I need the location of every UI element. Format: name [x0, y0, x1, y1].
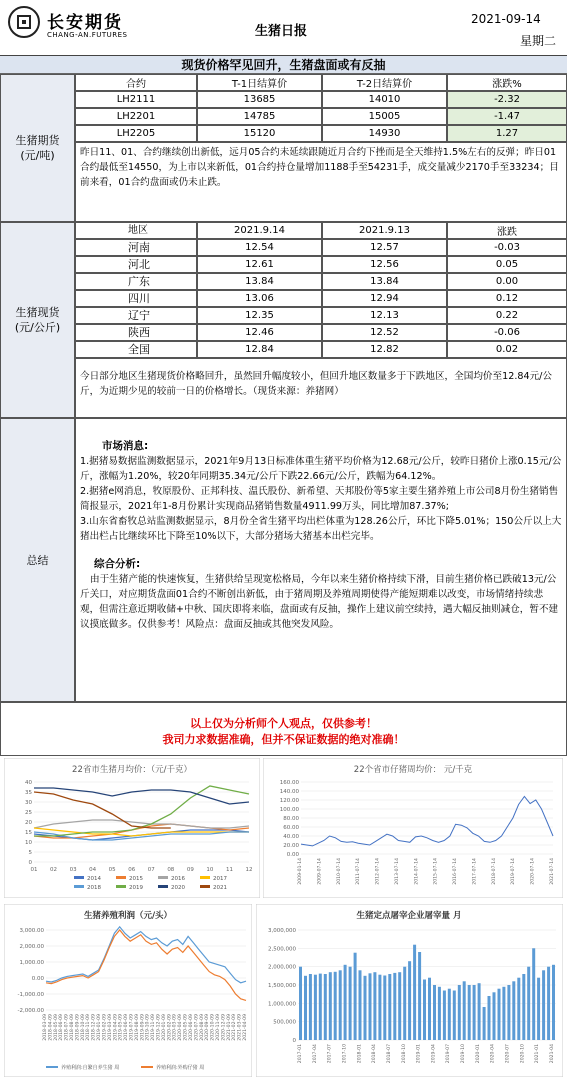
- price-cell: 15120: [197, 125, 322, 142]
- bar: [473, 985, 476, 1040]
- bar: [304, 976, 307, 1040]
- x-tick-label: 2018-01: [357, 1044, 363, 1064]
- price-cell: 12.57: [322, 239, 447, 256]
- x-tick-label: 2011-07-14: [356, 858, 362, 885]
- price-cell: 12.46: [197, 324, 322, 341]
- x-tick-label: 2019-01-09: [97, 1014, 103, 1041]
- y-tick-label: 140.00: [279, 789, 299, 795]
- bar: [453, 991, 456, 1041]
- change-cell: 0.05: [447, 256, 567, 273]
- x-tick-label: 2012-07-14: [375, 858, 381, 885]
- bar: [319, 974, 322, 1040]
- y-tick-label: 100.00: [279, 807, 299, 813]
- spot-header-cell: 2021.9.14: [197, 222, 322, 239]
- bar: [537, 978, 540, 1040]
- report-weekday: 星期二: [520, 34, 557, 48]
- x-tick-label: 2009-07-14: [317, 858, 323, 885]
- legend-swatch: [200, 876, 210, 879]
- x-tick-label: 2010-07-14: [336, 858, 342, 885]
- x-tick-label: 2019-06-09: [124, 1014, 130, 1041]
- x-tick-label: 2013-07-14: [394, 858, 400, 885]
- x-tick-label: 2020-03-09: [172, 1014, 178, 1041]
- x-tick-label: 2018-07-09: [64, 1014, 70, 1041]
- table-row: [75, 256, 567, 273]
- x-tick-label: 2019-09-09: [140, 1014, 146, 1041]
- x-tick-label: 2021-04: [550, 1044, 555, 1064]
- chart-title: 22个省市仔猪周均价： 元/千克: [353, 765, 473, 775]
- x-tick-label: 2018-12-09: [91, 1014, 97, 1041]
- region-cell: 河南: [75, 239, 197, 256]
- y-tick-label: 20.00: [283, 843, 299, 849]
- price-cell: 12.82: [322, 341, 447, 358]
- summary-body: [75, 418, 567, 702]
- x-tick-label: 2019-08-09: [134, 1014, 140, 1041]
- bar: [403, 967, 406, 1040]
- bar: [527, 967, 530, 1040]
- bar: [507, 985, 510, 1040]
- spot-header-row: [75, 222, 567, 239]
- bar: [552, 965, 555, 1040]
- change-cell: 0.02: [447, 341, 567, 358]
- y-tick-label: 20: [25, 820, 32, 826]
- bar: [393, 973, 396, 1040]
- y-tick-label: 1,500,000: [268, 983, 296, 989]
- bar: [299, 967, 302, 1040]
- y-tick-label: 160.00: [279, 780, 299, 786]
- x-tick-label: 2021-01: [535, 1044, 541, 1064]
- bar: [448, 989, 451, 1040]
- legend-label: 2016: [171, 876, 185, 882]
- price-cell: 13.84: [322, 273, 447, 290]
- legend-swatch: [116, 885, 126, 888]
- bar: [547, 967, 550, 1040]
- region-cell: 广东: [75, 273, 197, 290]
- headline: 现货价格罕见回升，生猪盘面或有反抽: [0, 56, 567, 74]
- x-tick-label: 2019-12-09: [156, 1014, 162, 1041]
- futures-header-row: [75, 74, 567, 91]
- price-cell: 14785: [197, 108, 322, 125]
- news-item: 3.山东省畜牧总站监测数据显示，8月份全省生猪平均出栏体重为128.26公斤，环比下降5.01%；150公斤以上大猪出栏占比继续环比下降至10%以下，大部分猪场大猪基本出栏完毕。: [80, 516, 562, 542]
- y-tick-label: 80.00: [283, 816, 299, 822]
- chart-frame: [263, 758, 563, 898]
- bar: [383, 976, 386, 1041]
- bar: [364, 976, 367, 1040]
- bar: [378, 975, 381, 1040]
- bar: [522, 974, 525, 1040]
- bar: [359, 970, 362, 1040]
- price-cell: 12.35: [197, 307, 322, 324]
- y-tick-label: 40.00: [283, 834, 299, 840]
- x-tick-label: 04: [89, 867, 97, 873]
- disclaimer-line: 以上仅为分析师个人观点，仅供参考！: [190, 717, 377, 730]
- bar: [354, 953, 357, 1040]
- x-tick-label: 2018-05-09: [53, 1014, 59, 1041]
- x-tick-label: 06: [128, 867, 136, 873]
- news-item: 1.据猪易数据监测数据显示，2021年9月13日标准体重生猪平均价格为12.68元/公斤，较昨日猪价上涨0.15元/公斤，涨幅为1.20%，较20年同期35.34元/公斤下跌22.66元/公斤，跌幅为64.12%。: [80, 456, 562, 482]
- company-logo-icon: [8, 6, 40, 38]
- bar: [512, 981, 515, 1040]
- bar: [408, 961, 411, 1040]
- y-tick-label: 0.00: [286, 852, 299, 858]
- price-cell: 15005: [322, 108, 447, 125]
- bar: [339, 970, 342, 1040]
- x-tick-label: 2019-10-09: [145, 1014, 151, 1041]
- x-tick-label: 2020-02-09: [167, 1014, 173, 1041]
- x-tick-label: 2018-07: [386, 1044, 392, 1064]
- table-row: [75, 108, 567, 125]
- spot-comment: 今日部分地区生猪现货价格略回升，虽然回升幅度较小，但回升地区数量多于下跌地区，全国均价至12.84元/公斤，为近期少见的较前一日的价格增长。（现货来源：养猪网）: [75, 358, 567, 418]
- x-tick-label: 08: [167, 867, 175, 873]
- x-tick-label: 2015-07-14: [433, 858, 439, 885]
- x-tick-label: 2020-07-14: [530, 858, 536, 885]
- y-tick-label: 3,000,000: [268, 928, 296, 934]
- bar: [438, 987, 441, 1040]
- change-cell: -0.06: [447, 324, 567, 341]
- y-tick-label: 1,000,000: [268, 1001, 296, 1008]
- contract-cell: LH2205: [75, 125, 197, 142]
- change-cell: 0.12: [447, 290, 567, 307]
- x-tick-label: 2020-12-09: [221, 1014, 227, 1041]
- x-tick-label: 2020-11-09: [215, 1014, 221, 1041]
- spot-header-cell: 涨跌: [447, 222, 567, 239]
- legend-label: 2014: [87, 876, 101, 882]
- x-tick-label: 2021-07-14: [550, 858, 555, 885]
- bar: [517, 978, 520, 1040]
- price-cell: 12.52: [322, 324, 447, 341]
- chart-title: 生猪定点屠宰企业屠宰量 月: [356, 911, 462, 921]
- x-tick-label: 2019-01: [416, 1044, 422, 1064]
- spot-section-label: 生猪现货 (元/公斤): [0, 222, 75, 418]
- bar: [428, 978, 431, 1040]
- company-name-cn: 长安期货: [47, 13, 123, 33]
- bar: [349, 967, 352, 1040]
- x-tick-label: 2018-08-09: [70, 1014, 76, 1041]
- price-cell: 12.56: [322, 256, 447, 273]
- x-tick-label: 2017-10: [342, 1044, 348, 1064]
- spot-header-cell: 地区: [75, 222, 197, 239]
- x-tick-label: 2017-01: [298, 1044, 303, 1064]
- bar: [418, 952, 421, 1040]
- y-tick-label: -2,000.00: [17, 1008, 44, 1014]
- y-tick-label: 35: [25, 790, 32, 796]
- spot-header-cell: 2021.9.13: [322, 222, 447, 239]
- x-tick-label: 2020-07-09: [194, 1014, 200, 1041]
- change-cell: 0.22: [447, 307, 567, 324]
- price-cell: 13.84: [197, 273, 322, 290]
- y-tick-label: 2,000.00: [19, 944, 44, 950]
- y-tick-label: 15: [25, 830, 32, 836]
- x-tick-label: 2019-03-09: [107, 1014, 113, 1041]
- x-tick-label: 2019-10: [461, 1044, 467, 1064]
- price-cell: 12.84: [197, 341, 322, 358]
- y-tick-label: 25: [25, 810, 32, 816]
- region-cell: 陕西: [75, 324, 197, 341]
- price-cell: 12.61: [197, 256, 322, 273]
- table-row: [75, 341, 567, 358]
- price-cell: 12.94: [322, 290, 447, 307]
- x-tick-label: 2021-04-09: [243, 1014, 248, 1041]
- y-tick-label: -1,000.00: [17, 992, 44, 998]
- x-tick-label: 2017-07-14: [472, 858, 478, 885]
- legend-swatch: [46, 1066, 58, 1068]
- x-tick-label: 2018-10-09: [80, 1014, 86, 1041]
- bar: [369, 973, 372, 1040]
- legend-label: 2018: [87, 885, 101, 891]
- y-tick-label: 0: [28, 860, 32, 866]
- x-tick-label: 2019-04-09: [113, 1014, 119, 1041]
- bar: [329, 972, 332, 1040]
- x-tick-label: 2017-07: [327, 1044, 333, 1064]
- legend-swatch: [116, 876, 126, 879]
- price-cell: 12.13: [322, 307, 447, 324]
- x-tick-label: 11: [225, 867, 233, 873]
- bar: [498, 989, 501, 1040]
- x-tick-label: 2018-04-09: [48, 1014, 54, 1041]
- bar: [334, 972, 337, 1040]
- price-cell: 13.06: [197, 290, 322, 307]
- x-tick-label: 02: [50, 867, 58, 873]
- bar: [398, 972, 401, 1040]
- x-tick-label: 2019-11-09: [151, 1014, 157, 1041]
- x-tick-label: 05: [108, 867, 116, 873]
- x-tick-label: 2020-06-09: [188, 1014, 194, 1041]
- legend-swatch: [158, 876, 168, 879]
- analysis-text: 由于生猪产能的快速恢复，生猪供给呈现宽松格局，今年以来生猪价格持续下滑，目前生猪价格已跌破13元/公斤关口，对应期货盘面01合约不断创出新低，由于猪周期及养殖周期使得产能短期难以改变，市场情绪持续悲观，但需注意近期收储+中秋、国庆即将来临，盘面或有反抽，操作上建议前空续持，遇大幅反抽则减仓，暂不建议摸底做多。仅供参考！风险点：盘面反抽或其他突发风险。: [80, 574, 559, 630]
- x-tick-label: 2020-07: [505, 1044, 511, 1064]
- x-tick-label: 07: [147, 867, 155, 873]
- x-tick-label: 2021-03-09: [237, 1014, 243, 1041]
- bar: [324, 974, 327, 1040]
- y-tick-label: 0.00: [31, 976, 44, 982]
- legend-swatch: [74, 876, 84, 879]
- x-tick-label: 01: [30, 867, 38, 873]
- y-tick-label: 10: [25, 840, 32, 846]
- x-tick-label: 2020-04: [490, 1044, 496, 1064]
- bar: [468, 985, 471, 1040]
- futures-header-cell: 合约: [75, 74, 197, 91]
- disclaimer: [0, 702, 567, 756]
- y-tick-label: 500,000: [273, 1019, 296, 1026]
- x-tick-label: 12: [245, 867, 253, 873]
- legend-label: 2019: [129, 885, 143, 891]
- bar: [478, 983, 481, 1040]
- futures-comment: 昨日11、01、合约继续创出新低，远月05合约未延续跟随近月合约下挫而是全天维持1.5%左右的反弹；昨日01合约最低至14550，为上市以来新低，01合约持仓量增加1188手至54231手，成交量减少2170手至33234；目前来看，01合约盘面或仍未止跌。: [75, 142, 567, 222]
- bar: [532, 948, 535, 1040]
- x-tick-label: 2017-04: [312, 1044, 318, 1064]
- x-tick-label: 2021-01-09: [226, 1014, 232, 1041]
- region-cell: 河北: [75, 256, 197, 273]
- report-title: 生猪日报: [255, 24, 308, 39]
- x-tick-label: 2020-10: [520, 1044, 526, 1064]
- bar: [388, 974, 391, 1040]
- report-date: 2021-09-14: [471, 12, 541, 26]
- change-cell: 1.27: [447, 125, 567, 142]
- spot-table: [75, 222, 567, 418]
- change-cell: 0.00: [447, 273, 567, 290]
- report-header: [0, 0, 567, 56]
- x-tick-label: 2020-01-09: [161, 1014, 167, 1041]
- chart-breeding-profit: [4, 904, 252, 1077]
- table-row: [75, 125, 567, 142]
- x-tick-label: 2018-10: [401, 1044, 407, 1064]
- summary-section-label: 总结: [0, 418, 75, 702]
- chart-monthly-price: [4, 758, 260, 898]
- y-tick-label: 60.00: [283, 825, 299, 831]
- bar: [458, 985, 461, 1040]
- change-cell: -2.32: [447, 91, 567, 108]
- disclaimer-line: 我司力求数据准确，但并不保证数据的绝对准确！: [162, 733, 405, 746]
- chart-piglet-price: [263, 758, 563, 898]
- table-row: [75, 290, 567, 307]
- y-tick-label: 120.00: [279, 798, 299, 804]
- legend-label: 2017: [213, 876, 227, 882]
- x-tick-label: 2019-07-09: [129, 1014, 135, 1041]
- y-tick-label: 30: [25, 800, 32, 806]
- x-tick-label: 2019-07: [446, 1044, 452, 1064]
- table-row: [75, 273, 567, 290]
- legend-swatch: [74, 885, 84, 888]
- news-title: 市场消息:: [102, 440, 149, 452]
- x-tick-label: 2018-11-09: [86, 1014, 92, 1041]
- change-cell: -1.47: [447, 108, 567, 125]
- table-row: [75, 324, 567, 341]
- x-tick-label: 2009-01-14: [298, 858, 303, 885]
- x-tick-label: 2020-10-09: [210, 1014, 216, 1041]
- bar: [483, 1007, 486, 1040]
- bar: [344, 965, 347, 1040]
- futures-section-label: 生猪期货 (元/吨): [0, 74, 75, 222]
- x-tick-label: 2020-01: [475, 1044, 481, 1064]
- x-tick-label: 2018-07-14: [491, 858, 497, 885]
- legend-label: 养殖利润:自繁自养生猪 周: [61, 1065, 120, 1071]
- bar: [309, 974, 312, 1040]
- x-tick-label: 2018-09-09: [75, 1014, 81, 1041]
- bar: [373, 972, 376, 1040]
- chart-slaughter-volume: [256, 904, 563, 1077]
- contract-cell: LH2201: [75, 108, 197, 125]
- bar: [488, 996, 491, 1040]
- futures-table: [75, 74, 567, 222]
- x-tick-label: 09: [186, 867, 194, 873]
- legend-label: 2021: [213, 885, 227, 891]
- bar: [443, 991, 446, 1041]
- futures-header-cell: 涨跌%: [447, 74, 567, 91]
- y-tick-label: 2,000,000: [268, 964, 296, 971]
- x-tick-label: 2018-03-09: [43, 1014, 48, 1041]
- x-tick-label: 2020-09-09: [205, 1014, 211, 1041]
- x-tick-label: 2019-04: [431, 1044, 437, 1064]
- contract-cell: LH2111: [75, 91, 197, 108]
- price-cell: 13685: [197, 91, 322, 108]
- futures-header-cell: T-1日结算价: [197, 74, 322, 91]
- legend-label: 2020: [171, 885, 185, 891]
- bar: [493, 992, 496, 1040]
- legend-label: 2015: [129, 876, 143, 882]
- legend-swatch: [158, 885, 168, 888]
- table-row: [75, 307, 567, 324]
- x-tick-label: 2019-05-09: [118, 1014, 124, 1041]
- legend-label: 养殖利润:外购仔猪 周: [156, 1065, 205, 1071]
- bar: [502, 987, 505, 1040]
- x-tick-label: 2019-07-14: [511, 858, 517, 885]
- price-cell: 14010: [322, 91, 447, 108]
- region-cell: 全国: [75, 341, 197, 358]
- bar: [463, 981, 466, 1040]
- chart-title: 22省市生猪月均价：（元/千克）: [72, 765, 192, 775]
- bar: [314, 975, 317, 1040]
- change-cell: -0.03: [447, 239, 567, 256]
- x-tick-label: 2018-04: [372, 1044, 378, 1064]
- y-tick-label: 2,500,000: [268, 946, 296, 953]
- region-cell: 四川: [75, 290, 197, 307]
- legend-swatch: [200, 885, 210, 888]
- region-cell: 辽宁: [75, 307, 197, 324]
- analysis-title: 综合分析:: [94, 558, 141, 570]
- bar: [542, 970, 545, 1040]
- x-tick-label: 2016-07-14: [453, 858, 459, 885]
- y-tick-label: 40: [25, 780, 32, 786]
- x-tick-label: 10: [206, 867, 214, 873]
- table-row: [75, 239, 567, 256]
- news-item: 2.据猪e网消息，牧原股份、正邦科技、温氏股份、新希望、天邦股份等5家主要生猪养殖上市公司8月份生猪销售简报显示，2021年1-8月份累计实现商品猪销售数量4911.99万头，同比增加87.37%;: [80, 486, 559, 512]
- x-tick-label: 2021-02-09: [232, 1014, 238, 1041]
- y-tick-label: 5: [28, 850, 32, 856]
- legend-swatch: [141, 1066, 153, 1068]
- company-name-en: CHANG-AN.FUTURES: [47, 31, 128, 39]
- bar: [433, 985, 436, 1040]
- bar: [423, 980, 426, 1041]
- price-cell: 12.54: [197, 239, 322, 256]
- y-tick-label: 3,000.00: [19, 928, 44, 934]
- x-tick-label: 2018-06-09: [59, 1014, 65, 1041]
- x-tick-label: 03: [69, 867, 77, 873]
- price-cell: 14930: [322, 125, 447, 142]
- x-tick-label: 2014-07-14: [414, 858, 420, 885]
- y-tick-label: 1,000.00: [19, 960, 44, 966]
- x-tick-label: 2020-05-09: [183, 1014, 189, 1041]
- y-tick-label: 0: [292, 1038, 296, 1044]
- x-tick-label: 2020-04-09: [178, 1014, 184, 1041]
- chart-title: 生猪养殖利润（元/头）: [83, 911, 173, 921]
- x-tick-label: 2020-08-09: [199, 1014, 205, 1041]
- bar: [413, 945, 416, 1040]
- table-row: [75, 91, 567, 108]
- x-tick-label: 2019-02-09: [102, 1014, 108, 1041]
- futures-header-cell: T-2日结算价: [322, 74, 447, 91]
